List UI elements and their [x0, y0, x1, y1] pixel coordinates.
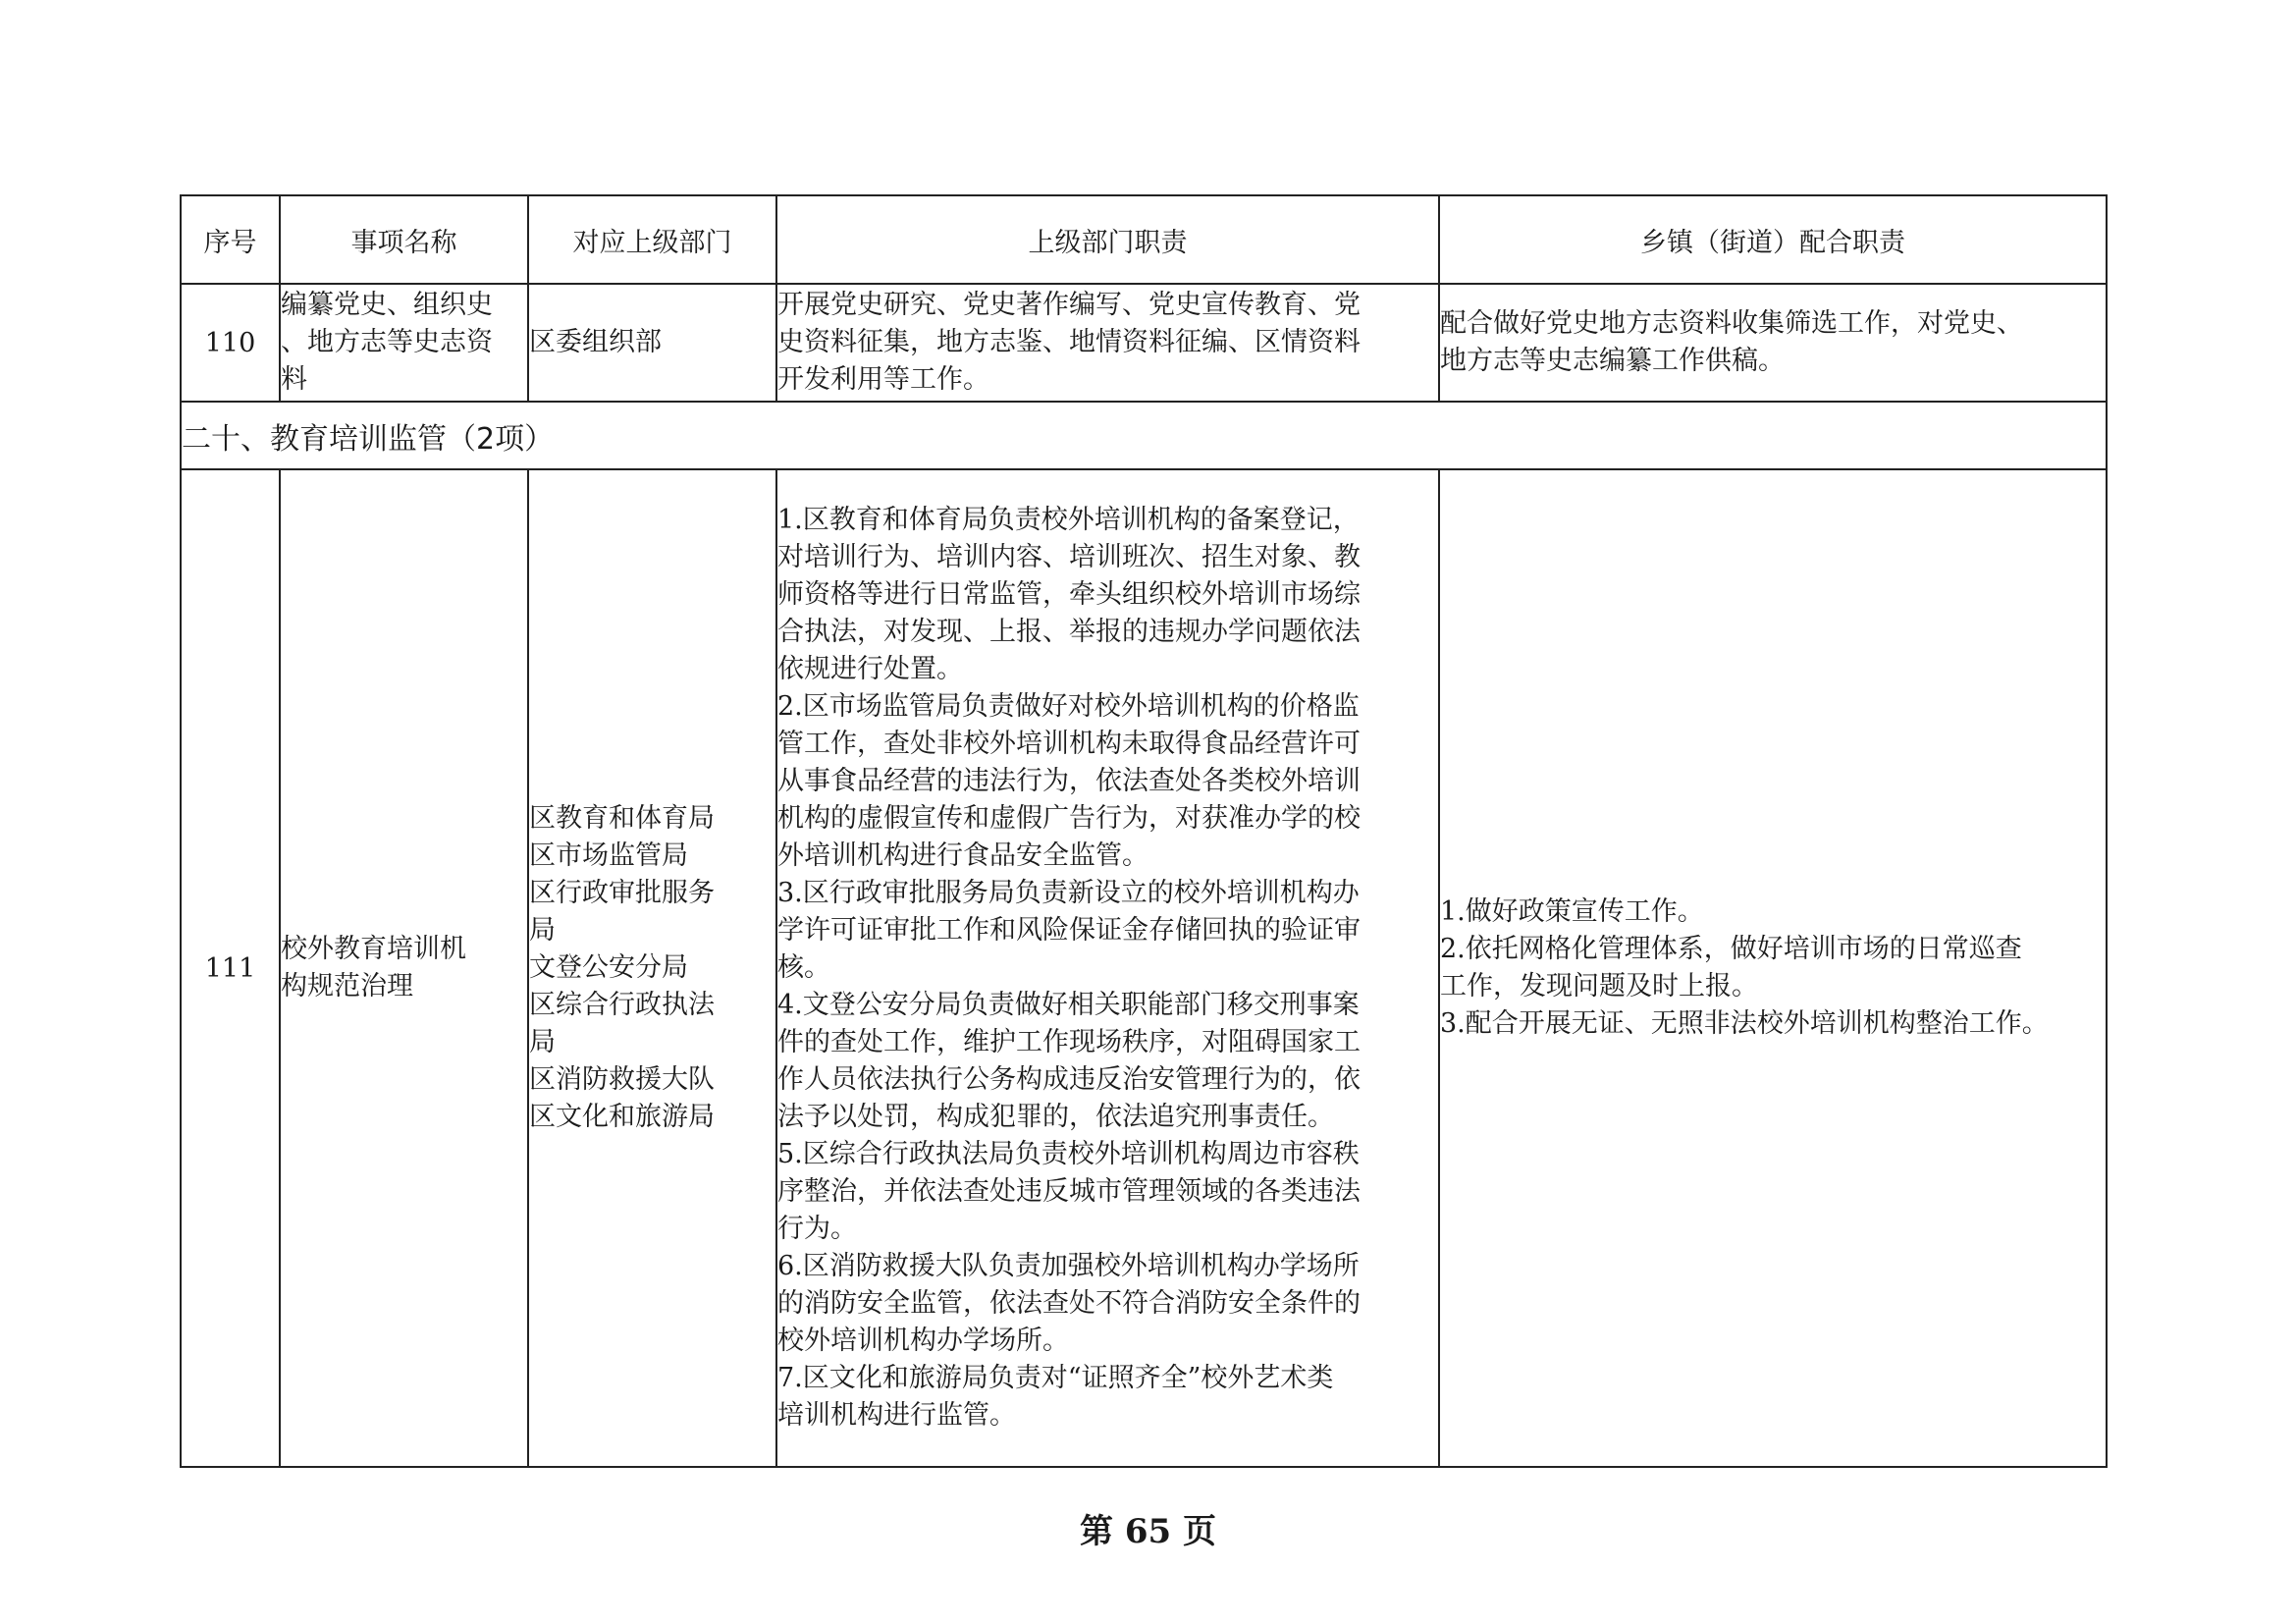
township-duty: [1439, 469, 2107, 1467]
text-line: 4.文登公安分局负责做好相关职能部门移交刑事案: [777, 990, 1360, 1020]
text-line: 师资格等进行日常监管，牵头组织校外培训市场综: [777, 579, 1361, 610]
text-line: 区行政审批服务: [529, 878, 715, 908]
table-row: [181, 469, 2107, 1467]
item-name: [280, 284, 528, 402]
text-line: 工作，发现问题及时上报。: [1440, 971, 1758, 1001]
row-index: 111: [181, 469, 280, 1467]
text-line: 作人员依法执行公务构成违反治安管理行为的，依: [777, 1064, 1361, 1095]
table-row: [181, 284, 2107, 402]
text-line: 5.区综合行政执法局负责校外培训机构周边市容秩: [777, 1139, 1360, 1169]
duty-table: [180, 194, 2108, 1468]
text-line: 区消防救援大队: [529, 1064, 715, 1095]
township-duty: [1439, 284, 2107, 402]
text-line: 依规进行处置。: [777, 654, 963, 684]
text-line: 管工作，查处非校外培训机构未取得食品经营许可: [777, 729, 1361, 759]
text-line: 从事食品经营的违法行为，依法查处各类校外培训: [777, 766, 1361, 796]
text-line: 核。: [777, 952, 830, 983]
text-line: 局: [529, 915, 556, 946]
superior-duty: [776, 469, 1439, 1467]
header-superior-dept: 对应上级部门: [528, 195, 776, 284]
text-line: 行为。: [777, 1214, 857, 1244]
header-superior-duty: 上级部门职责: [776, 195, 1439, 284]
text-line: 校外培训机构办学场所。: [777, 1326, 1069, 1356]
text-line: 序整治，并依法查处违反城市管理领域的各类违法: [777, 1176, 1361, 1207]
text-line: 对培训行为、培训内容、培训班次、招生对象、教: [777, 542, 1361, 572]
superior-duty: [776, 284, 1439, 402]
text-line: 区市场监管局: [529, 840, 688, 871]
text-line: 1.做好政策宣传工作。: [1440, 896, 1704, 927]
row-index: 110: [181, 284, 280, 402]
text-line: 区委组织部: [529, 327, 662, 357]
text-line: 局: [529, 1027, 556, 1057]
text-line: 区文化和旅游局: [529, 1102, 715, 1132]
text-line: 7.区文化和旅游局负责对“证照齐全”校外艺术类: [777, 1363, 1334, 1393]
text-line: 文登公安分局: [529, 952, 688, 983]
superior-dept: [528, 284, 776, 402]
text-line: 区教育和体育局: [529, 803, 715, 834]
text-line: 校外教育培训机: [281, 934, 466, 964]
superior-dept: [528, 469, 776, 1467]
section-row: [181, 402, 2107, 469]
text-line: 编纂党史、组织史: [281, 290, 493, 320]
header-index: 序号: [181, 195, 280, 284]
text-line: 3.配合开展无证、无照非法校外培训机构整治工作。: [1440, 1008, 2049, 1039]
text-line: 3.区行政审批服务局负责新设立的校外培训机构办: [777, 878, 1360, 908]
text-line: 学许可证审批工作和风险保证金存储回执的验证审: [777, 915, 1361, 946]
text-line: 料: [281, 364, 307, 395]
text-line: 机构的虚假宣传和虚假广告行为，对获准办学的校: [777, 803, 1361, 834]
section-title: 二十、教育培训监管（2项）: [181, 402, 2107, 469]
text-line: 培训机构进行监管。: [777, 1400, 1016, 1431]
text-line: 的消防安全监管，依法查处不符合消防安全条件的: [777, 1288, 1361, 1319]
text-line: 合执法，对发现、上报、举报的违规办学问题依法: [777, 617, 1361, 647]
text-line: 1.区教育和体育局负责校外培训机构的备案登记，: [777, 505, 1360, 535]
text-line: 开发利用等工作。: [777, 364, 989, 395]
text-line: 外培训机构进行食品安全监管。: [777, 840, 1148, 871]
text-line: 构规范治理: [281, 971, 413, 1001]
text-line: 开展党史研究、党史著作编写、党史宣传教育、党: [777, 290, 1361, 320]
item-name: [280, 469, 528, 1467]
header-item-name: 事项名称: [280, 195, 528, 284]
text-line: 件的查处工作，维护工作现场秩序，对阻碍国家工: [777, 1027, 1361, 1057]
text-line: 地方志等史志编纂工作供稿。: [1440, 346, 1785, 376]
text-line: 区综合行政执法: [529, 990, 715, 1020]
text-line: 史资料征集，地方志鉴、地情资料征编、区情资料: [777, 327, 1361, 357]
text-line: 2.依托网格化管理体系，做好培训市场的日常巡查: [1440, 934, 2022, 964]
text-line: 、地方志等史志资: [281, 327, 493, 357]
header-row: [181, 195, 2107, 284]
text-line: 2.区市场监管局负责做好对校外培训机构的价格监: [777, 691, 1360, 722]
text-line: 法予以处罚，构成犯罪的，依法追究刑事责任。: [777, 1102, 1334, 1132]
header-township-duty: 乡镇（街道）配合职责: [1439, 195, 2107, 284]
page-number: 第 65 页: [1080, 1512, 1216, 1551]
text-line: 配合做好党史地方志资料收集筛选工作，对党史、: [1440, 308, 2023, 339]
text-line: 6.区消防救援大队负责加强校外培训机构办学场所: [777, 1251, 1360, 1281]
